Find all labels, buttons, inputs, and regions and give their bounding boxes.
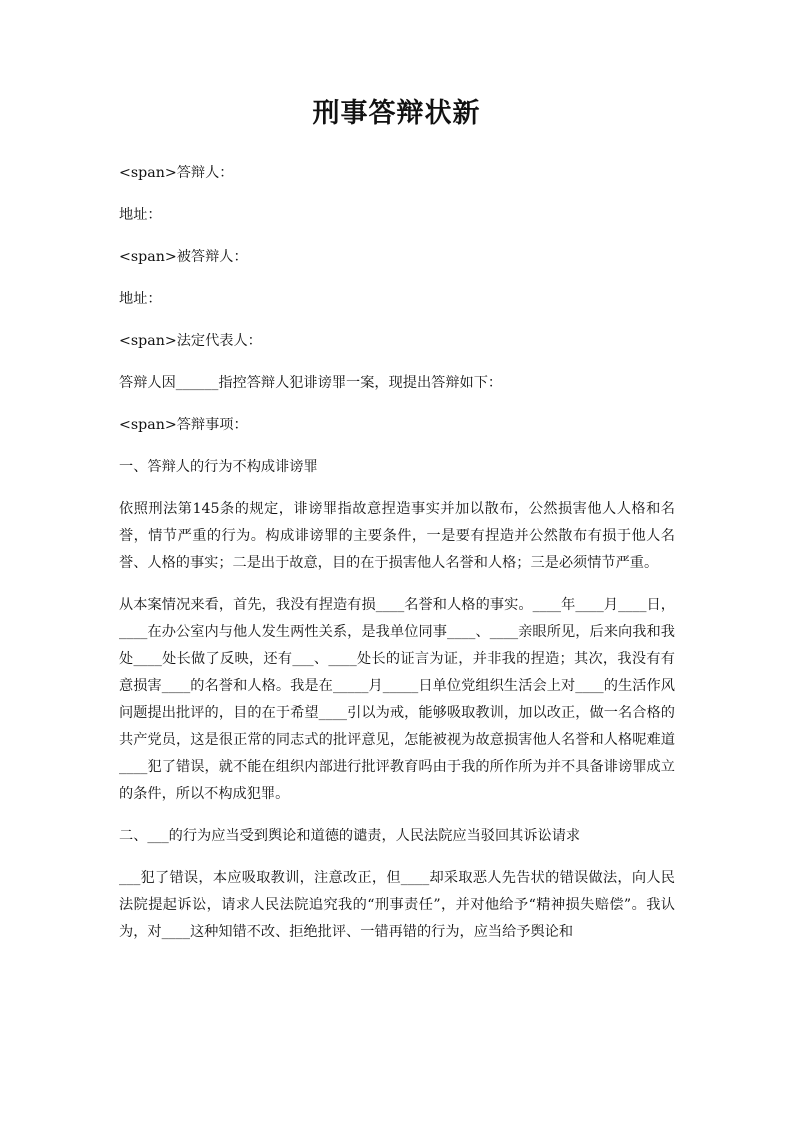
intro-paragraph: 答辩人因______指控答辩人犯诽谤罪一案，现提出答辩如下： (119, 375, 503, 391)
legal-representative-label: <span>法定代表人： (119, 333, 262, 349)
section-two-paragraph-1: ___犯了错误，本应吸取教训，注意改正，但____却采取恶人先告状的错误做法，向人民法院提起诉讼，请求人民法院追究我的“刑事责任”，并对他给予“精神损失赔偿”。我认为，对____这种知错不改、拒绝批评、一错再错的行为，应当给予舆论和 (119, 870, 675, 940)
section-two-heading: 二、___的行为应当受到舆论和道德的谴责，人民法院应当驳回其诉讼请求 (119, 828, 581, 844)
respondent-label: <span>答辩人： (119, 165, 234, 181)
defense-items-heading: <span>答辩事项： (119, 417, 248, 433)
document-body (119, 160, 675, 961)
document-title: 刑事答辩状新 (312, 98, 481, 129)
plaintiff-label: <span>被答辩人： (119, 249, 248, 265)
section-one-heading: 一、答辩人的行为不构成诽谤罪 (119, 459, 318, 475)
plaintiff-address-label: 地址： (119, 291, 162, 307)
respondent-address-label: 地址： (119, 207, 162, 223)
section-one-paragraph-2: 从本案情况来看，首先，我没有捏造有损____名誉和人格的事实。____年____月____日，____在办公室内与他人发生两性关系，是我单位同事____、____亲眼所见，后来向我和我处____处长做了反映，还有___、____处长的证言为证，并非我的捏造；其次，我没有有意损害____的名誉和人格。我是在_____月_____日单位党组织生活会上对____的生活作风问题提出批评的，目的在于希望____引以为戒，能够吸取教训，加以改正，做一名合格的共产党员，这是很正常的同志式的批评意见，怎能被视为故意损害他人名誉和人格呢难道____犯了错误，就不能在组织内部进行批评教育吗由于我的所作所为并不具备诽谤罪成立的条件，所以不构成犯罪。 (119, 597, 675, 802)
section-one-paragraph-1: 依照刑法第145条的规定，诽谤罪指故意捏造事实并加以散布，公然损害他人人格和名誉，情节严重的行为。构成诽谤罪的主要条件，一是要有捏造并公然散布有损于他人名誉、人格的事实；二是出于故意，目的在于损害他人名誉和人格；三是必须情节严重。 (119, 501, 675, 571)
